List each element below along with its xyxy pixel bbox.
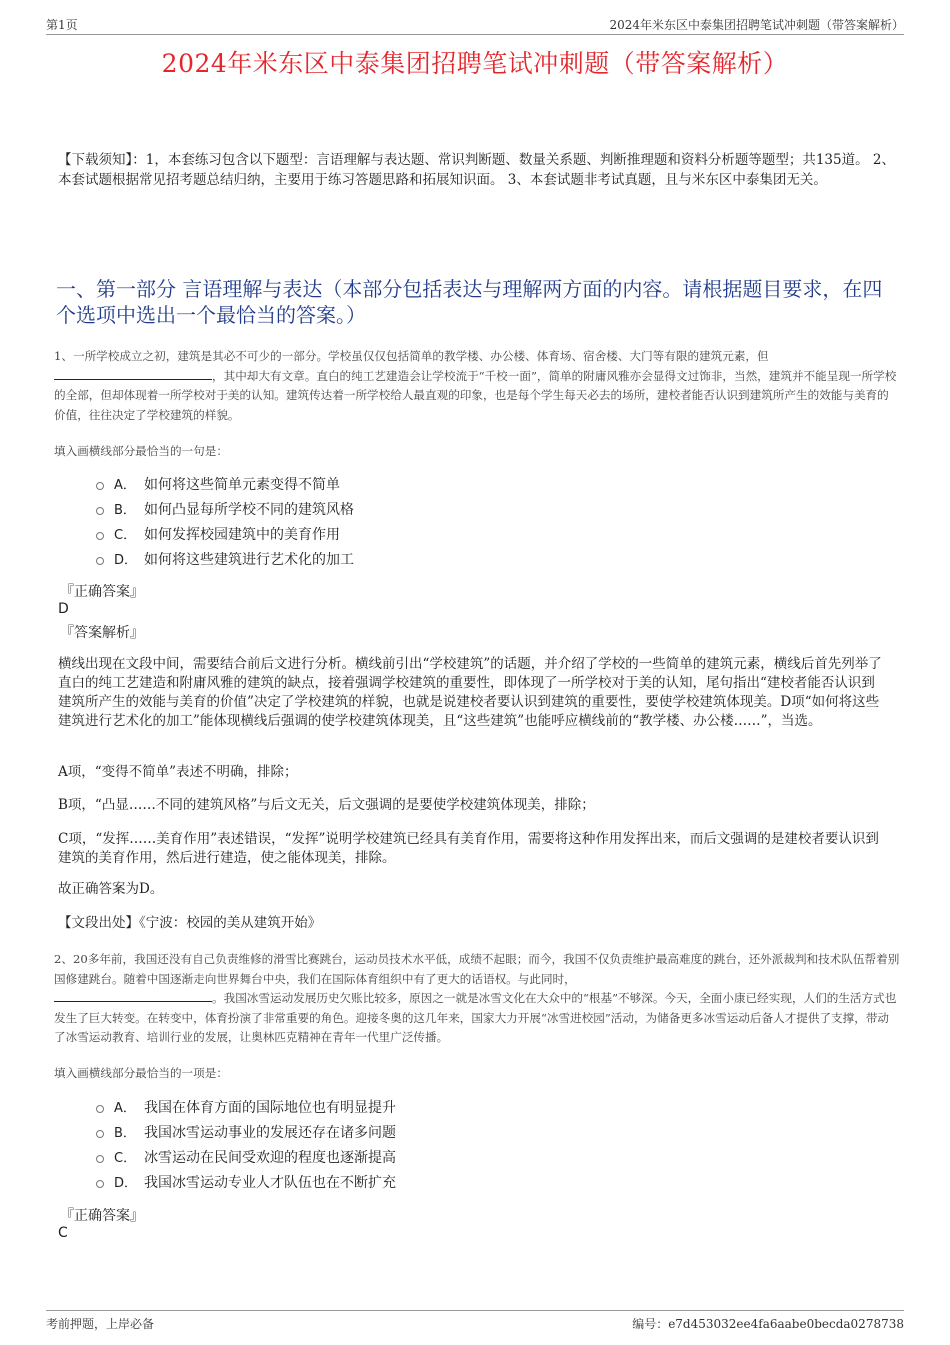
page-header — [46, 14, 904, 35]
radio-icon[interactable] — [96, 557, 104, 565]
option-a[interactable]: A． 我国在体育方面的国际地位也有明显提升 — [96, 1096, 396, 1121]
header-doc-title: 2024年米东区中泰集团招聘笔试冲刺题（带答案解析） — [609, 18, 904, 32]
page-number: 第1页 — [46, 18, 78, 32]
option-b[interactable]: B． 我国冰雪运动事业的发展还存在诸多问题 — [96, 1121, 396, 1146]
analysis-paragraph: 故正确答案为D。 — [58, 881, 164, 897]
option-a[interactable]: A． 如何将这些简单元素变得不简单 — [96, 473, 354, 498]
question-1-prompt: 填入画横线部分最恰当的一句是： — [54, 444, 228, 458]
correct-answer: C — [58, 1225, 68, 1241]
fill-blank — [54, 367, 212, 380]
radio-icon[interactable] — [96, 1180, 104, 1188]
source-citation: 【文段出处】《宁波：校园的美从建筑开始》 — [58, 915, 322, 931]
analysis-paragraph: C项，“发挥……美育作用”表述错误，“发挥”说明学校建筑已经具有美育作用，需要将这种作用发挥出来，而后文强调的是建校者要认识到建筑的美育作用，然后进行建造，使之能体现美，排除。 — [58, 831, 879, 866]
correct-answer-label: 『正确答案』 — [60, 1208, 144, 1224]
question-1-text: 1、一所学校成立之初，建筑是其必不可少的一部分。学校虽仅仅包括简单的教学楼、办公楼、体育场、宿舍楼、大门等有限的建筑元素，但 ，其中却大有文章。直白的纯工艺建造会让学校流于“千校一面”，简单的附庸风雅亦会显得文过饰非，当然，建筑并不能呈现一所学校的全部，但却体现着一所学校对于美的认知。建筑传达着一所学校给人最直观的印象，也是每个学生每天必去的场所，建校者能否认识到建筑所产生的效能与美育的价值，往往决定了学校建筑的样貌。 — [54, 349, 897, 422]
radio-icon[interactable] — [96, 1105, 104, 1113]
question-1-options — [96, 473, 354, 573]
document-title: 2024年米东区中泰集团招聘笔试冲刺题（带答案解析） — [161, 49, 789, 78]
question-2-prompt: 填入画横线部分最恰当的一项是： — [54, 1066, 228, 1080]
analysis-label: 『答案解析』 — [60, 625, 144, 641]
download-notice: 【下载须知】：1，本套练习包含以下题型：言语理解与表达题、常识判断题、数量关系题、判断推理题和资料分析题等题型；共135道。 2、本套试题根据常见招考题总结归纳，主要用于练习答题思路和拓展知识面。 3、本套试题非考试真题，且与米东区中泰集团无关。 — [58, 152, 895, 188]
fill-blank — [54, 989, 212, 1002]
option-d[interactable]: D． 我国冰雪运动专业人才队伍也在不断扩充 — [96, 1171, 396, 1196]
option-c[interactable]: C． 冰雪运动在民间受欢迎的程度也逐渐提高 — [96, 1146, 396, 1171]
analysis-paragraph: 横线出现在文段中间，需要结合前后文进行分析。横线前引出“学校建筑”的话题，并介绍了学校的一些简单的建筑元素，横线后首先列举了直白的纯工艺建造和附庸风雅的建筑的缺点，接着强调学校建筑的重要性，即体现了一所学校对于美的认知，尾句指出“建校者能否认识到建筑所产生的效能与美育的价值”决定了学校建筑的样貌，也就是说建校者要认识到建筑的重要性，要使学校建筑体现美。D项“如何将这些建筑进行艺术化的加工”能体现横线后强调的使学校建筑体现美，且“这些建筑”也能呼应横线前的“教学楼、办公楼……”，当选。 — [58, 656, 882, 729]
question-2-text: 2、20多年前，我国还没有自己负责维修的滑雪比赛跳台，运动员技术水平低，成绩不起眼；而今，我国不仅负责维护最高难度的跳台，还外派裁判和技术队伍帮着别国修建跳台。随着中国逐渐走向世界舞台中央，我们在国际体育组织中有了更大的话语权。与此同时， 。我国冰雪运动发展历史欠账比较多，原因之一就是冰雪文化在大众中的“根基”不够深。今天，全面小康已经实现，人们的生活方式也发生了巨大转变。在转变中，体育扮演了非常重要的角色。迎接冬奥的这几年来，国家大力开展“冰雪进校园”活动，为储备更多冰雪运动后备人才提供了支撑，带动了冰雪运动教育、培训行业的发展，让奥林匹克精神在青年一代里广泛传播。 — [54, 952, 900, 1044]
radio-icon[interactable] — [96, 532, 104, 540]
footer-doc-id: 编号：e7d453032ee4fa6aabe0becda0278738 — [632, 1317, 904, 1331]
radio-icon[interactable] — [96, 1130, 104, 1138]
option-b[interactable]: B． 如何凸显每所学校不同的建筑风格 — [96, 498, 354, 523]
footer-slogan: 考前押题，上岸必备 — [46, 1317, 155, 1331]
radio-icon[interactable] — [96, 507, 104, 515]
radio-icon[interactable] — [96, 1155, 104, 1163]
section-title: 一、第一部分 言语理解与表达（本部分包括表达与理解两方面的内容。请根据题目要求，在四个选项中选出一个最恰当的答案。） — [56, 277, 883, 327]
analysis-paragraph: A项，“变得不简单”表述不明确，排除； — [58, 764, 298, 780]
radio-icon[interactable] — [96, 482, 104, 490]
option-c[interactable]: C． 如何发挥校园建筑中的美育作用 — [96, 523, 354, 548]
option-d[interactable]: D． 如何将这些建筑进行艺术化的加工 — [96, 548, 354, 573]
correct-answer: D — [58, 601, 69, 617]
analysis-paragraph: B项，“凸显……不同的建筑风格”与后文无关，后文强调的是要使学校建筑体现美，排除； — [58, 797, 595, 813]
page-footer — [46, 1310, 904, 1331]
question-2-options — [96, 1096, 396, 1196]
correct-answer-label: 『正确答案』 — [60, 584, 144, 600]
